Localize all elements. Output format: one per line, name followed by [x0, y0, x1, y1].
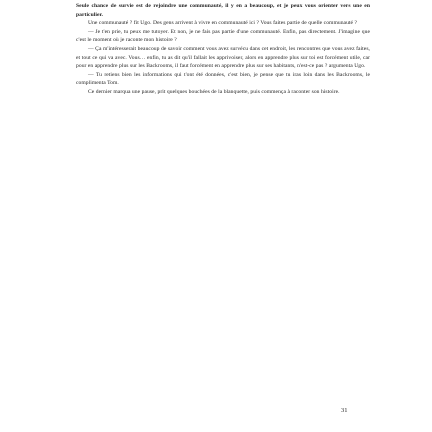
paragraph: — Je t'en prie, tu peux me tutoyer. Et non, je ne fais pas partie d'une communauté. Enfin, pas directement. J'imagine que c'est le moment où je raconte mon histoire ? — [76, 28, 370, 44]
paragraph: — Ça m'intéresserait beaucoup de savoir comment vous avez survécu dans cet endroit, les rencontres que vous avez faites, et tout ce qui va avec. Vous… enfin, tu as dit qu'il fallait les apprivoiser, alors en apprendre plus sur toi est forcément utile, car pour en apprendre plus sur les Backrooms, il faut forcément en apprendre plus sur ses habitants, n'est-ce pas ? argumenta Ugo. — [76, 45, 370, 70]
paragraph: Seule chance de survie est de rejoindre une communauté, il y en a beaucoup, et je peux vous orienter vers une en particulier. — [76, 3, 370, 18]
paragraph: Une communauté ? fit Ugo. Des gens arrivent à vivre en communauté ici ? Vous faites partie de quelle communauté ? — [88, 20, 358, 27]
paragraph: — Tu retiens bien les informations qui t'ont été données, c'est bien, je pense que tu iras loin dans les Backrooms, le complimenta Tom. — [76, 71, 370, 87]
paragraph: Ce dernier marqua une pause, prit quelques bouchées de la blanquette, puis commença à raconter son histoire. — [88, 88, 340, 95]
body-text — [76, 2, 370, 97]
page-number: 31 — [341, 407, 348, 414]
